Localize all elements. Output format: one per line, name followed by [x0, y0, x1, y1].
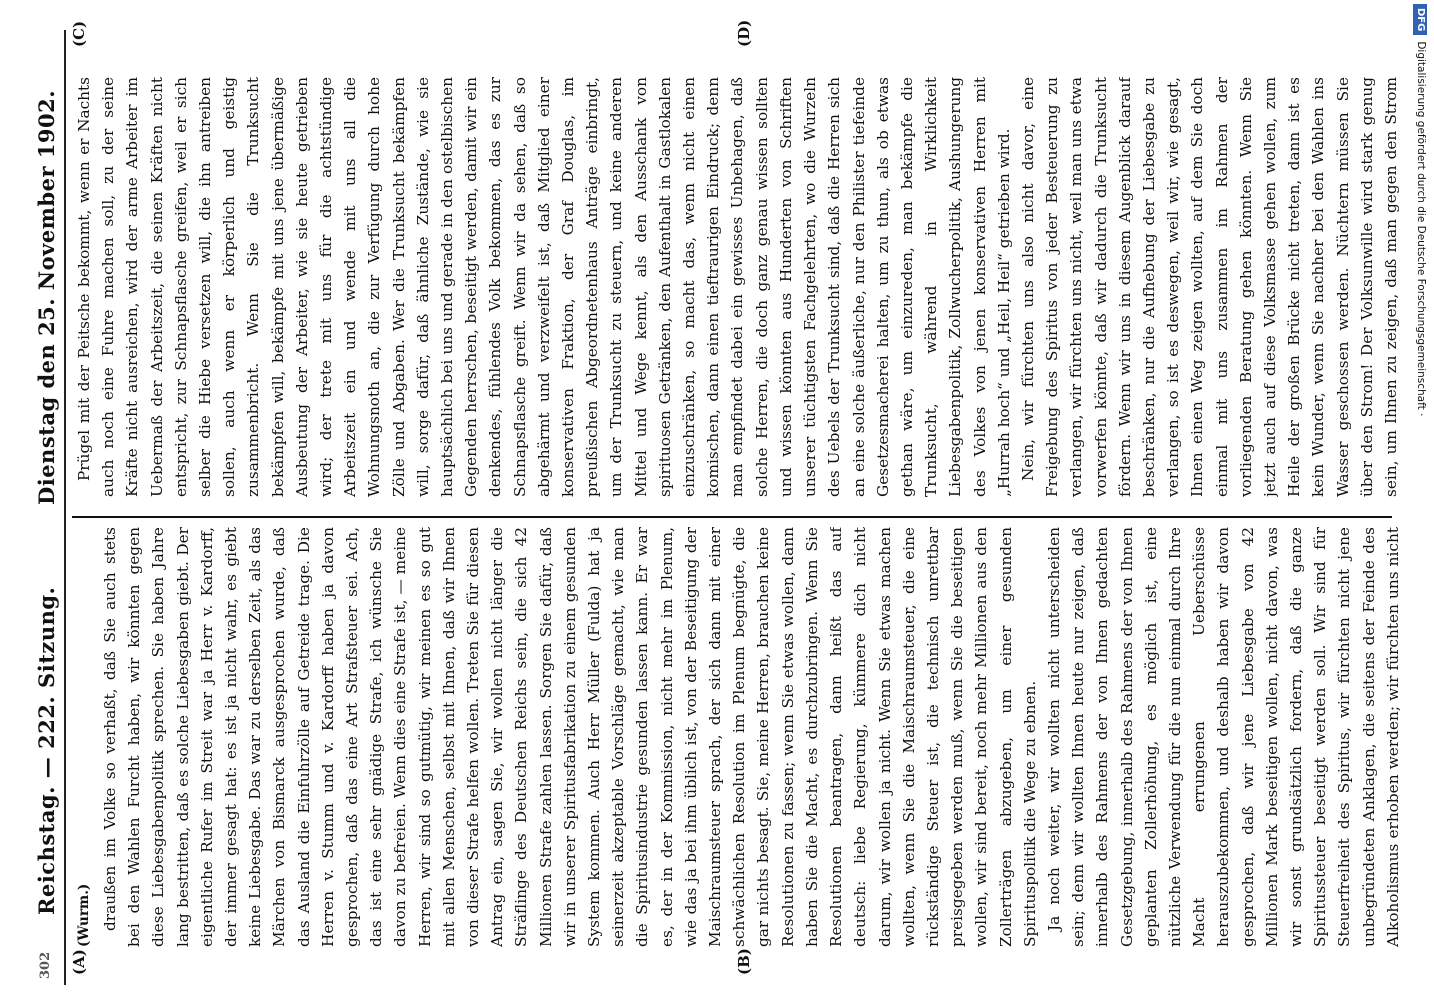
paragraph: Ja noch weiter, wir wollten nicht unterscheiden sein; denn wir wollten Ihnen heute nur zeigen, daß innerhalb des Rahmens der von Ihnen gedachten Gesetzgebung, innerhalb des Rahmens der von Ihnen geplanten Zollerhöhung, es möglich ist, eine nützliche Verwendung für die nun einmal durch Ihre Macht errungenen Ueberschüsse herauszubekommen, und deshalb haben wir davon gesprochen, daß wir jene Liebesgabe von 42 Millionen Mark beseitigen wollen, nicht davon, was wir sonst grundsätzlich fordern, daß die ganze Spiritussteuer beseitigt werden soll. Wir sind für Steuerfreiheit des Spiritus, wir fürchten nicht jene unbegründeten Anklagen, die seitens der Feinde des Alkoholismus erhoben werden; wir fürchten uns nicht [1044, 527, 1402, 947]
header-session-title: Reichstag. — 222. Sitzung. [34, 586, 59, 915]
paragraph: Prügel mit der Peitsche bekommt, wenn er Nachts auch noch eine Fuhre machen soll, zu der seine Kräfte nicht ausreichen, wird der arme Arbeiter im Uebermaß der Arbeitszeit, die seinen Kräften nicht entspricht, zur Schnapsflasche greifen, weil er sich selber die Hiebe versetzen will, die ihn antreiben sollen, auch wenn er körperlich und geistig zusammenbricht. Wenn Sie die Trunksucht bekämpfen will, bekämpfe mit uns jene übermäßige Ausbeutung der Arbeiter, wie sie heute getrieben wird; der trete mit uns für die achtstündige Arbeitszeit ein und wende mit uns all die Wohnungsnoth an, die zur Verfügung durch hohe Zölle und Abgaben. Wer die Trunksucht bekämpfen will, sorge dafür, daß ähnliche Zustände, wie sie hauptsächlich bei uns und gerade in den ostelbischen Gegenden herrschen, beseitigt werden, damit wir ein denkendes, fühlendes Volk bekommen, das es zur Schnapsflasche greift. Wenn wir da sehen, daß so abgehärmt und verzweifelt ist, daß Mitglied einer konservativen Fraktion, der Graf Douglas, im preußischen Abgeordnetenhaus Anträge einbringt, um der Trunksucht zu steuern, und keine anderen Mittel und Wege kennt, als den Ausschank von spirituosen Getränken, den Aufenthalt in Gastlokalen einzuschränken, so macht das, wenn nicht einen komischen, dann einen tieftraurigen Eindruck; denn man empfindet dabei ein gewisses Unbehagen, daß solche Herren, die doch ganz genau wissen sollten und wissen könnten aus Hunderten von Schriften unserer tüchtigsten Fachgelehrten, wo die Wurzeln des Uebels der Trunksucht sind, daß die Herren sich an eine solche äußerliche, nur den Philister tiefeinde Gesetzesmacherei halten, um zu thun, als ob etwas gethan wäre, um einzureden, man bekämpfe die Trunksucht, während in Wirklichkeit Liebesgabenpolitik, Zollwucherpolitik, Aushungerung des Volkes von jenen konservativen Herren mit „Hurrah hoch“ und „Heil, Heil“ getrieben wird. [75, 77, 1013, 497]
page-header [30, 30, 66, 985]
margin-marker-b: (B) [735, 948, 753, 975]
header-date-title: Dienstag den 25. November 1902. [34, 89, 59, 505]
margin-marker-a: (A) [70, 949, 88, 975]
margin-marker-d: (D) [735, 19, 753, 47]
page-number: 302 [38, 951, 53, 979]
dfg-logo: DFG [1413, 4, 1427, 35]
rotated-page-scan [30, 19, 1410, 985]
speaker-name: (Wurm.) [76, 883, 92, 947]
credit-line [1410, 4, 1432, 996]
column-divider [72, 516, 1392, 518]
credit-text: Digitalisierung gefördert durch die Deutsche Forschungsgemeinschaft · [1415, 41, 1427, 417]
right-text-column [72, 77, 1402, 497]
left-text-column [72, 527, 1402, 947]
digitization-credit [1410, 4, 1432, 996]
margin-marker-c: (C) [70, 20, 88, 47]
paragraph: Nein, wir fürchten uns also nicht davor, eine Freigebung des Spiritus von jeder Besteuerung zu verlangen, wir fürchten uns nicht, weil man uns etwa vorwerfen könnte, daß wir dadurch die Trunksucht fördern. Wenn wir uns in diesem Augenblick darauf beschränken, nur die Aufhebung der Liebesgabe zu verlangen, so ist es deswegen, weil wir, wie gesagt, Ihnen einen Weg zeigen wollten, auf dem Sie doch einmal mit uns zusammen im Rahmen der vorliegenden Beratung gehen könnten. Wenn Sie jetzt auch auf diese Volksmasse gehen wollen, zum Heile der großen Brücke nicht treten, dann ist es kein Wunder, wenn Sie nachher bei den Wahlen ins Wasser geschossen werden. Nüchtern müssen Sie über den Strom! Der Volksunwille wird stark genug sein, um Ihnen zu zeigen, daß man gegen den Strom [1018, 77, 1400, 497]
document-page [30, 19, 1410, 985]
paragraph: draußen im Volke so verhaßt, daß Sie auch stets bei den Wahlen Furcht haben, wir könnten gegen diese Liebesgabenpolitik sprechen. Sie haben Jahre lang bestritten, daß es solche Liebesgaben giebt. Der eigentliche Rufer im Streit war ja Herr v. Kardorff, der immer gesagt hat: es ist ja nicht wahr, es giebt keine Liebesgabe. Das war zu derselben Zeit, als das Märchen von Bismarck ausgesprochen wurde, daß das Ausland die Einfuhrzölle auf Getreide trage. Die Herren v. Stumm und v. Kardorff haben ja davon gesprochen, daß das eine Art Strafsteuer sei. Ach, das ist eine sehr gnädige Strafe, ich wünsche Sie davon zu befreien. Wenn dies eine Strafe ist, — meine Herren, wir sind so gutmütig, wir meinen es so gut mit allen Menschen, selbst mit Ihnen, daß wir Ihnen von dieser Strafe helfen wollen. Treten Sie für diesen Antrag ein, sagen Sie, wir wollen nicht länger die Sträflinge des Deutschen Reichs sein, die sich 42 Millionen Strafe zahlen lassen. Sorgen Sie dafür, daß wir in unserer Spiritusfabrikation zu einem gesunden System kommen. Auch Herr Müller (Fulda) hat ja seinerzeit akzeptable Vorschläge gemacht, wie man die Spiritusindustrie gesunden lassen kann. Er war es, der in der Kommission, nicht mehr im Plenum, wie das ja bei ihm üblich ist, von der Beseitigung der Maischraumsteuer sprach, der sich dann mit einer schwächlichen Resolution im Plenum begnügte, die gar nichts besagt. Sie, meine Herren, brauchen keine Resolutionen zu fassen; wenn Sie etwas wollen, dann haben Sie die Macht, es durchzubringen. Wenn Sie Resolutionen beantragen, dann heißt das auf deutsch: liebe Regierung, kümmere dich nicht darum, wir wollen ja nicht. Wenn Sie etwas machen wollten, wenn Sie die Maischraumsteuer, die eine rückständige Steuer ist, die technisch unrettbar preisgegeben werden muß, wenn Sie die beseitigen wollen, wir sind bereit, noch mehr Millionen aus den Zollerträgen abzugeben, um einer gesunden Spirituspolitik die Wege zu ebnen. [101, 527, 1039, 947]
